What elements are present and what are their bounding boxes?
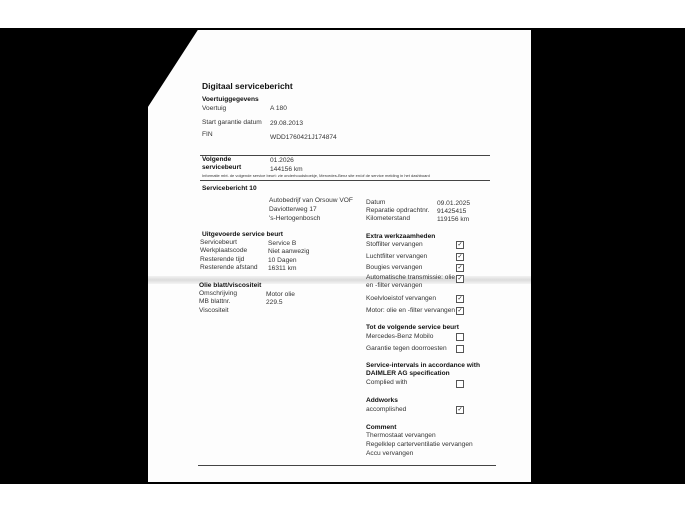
transmission-label-1: Automatische transmissie: olie (366, 274, 456, 281)
rust-warranty-checkbox[interactable] (456, 345, 464, 353)
mobilo-checkbox[interactable] (456, 333, 464, 341)
mileage-label: Kilometerstand (366, 215, 410, 222)
viscosity-label: Viscositeit (199, 307, 229, 314)
remaining-time-value: 10 Dagen (268, 257, 297, 264)
air-filter-label: Luchtfilter vervangen (366, 253, 428, 260)
remaining-distance-label: Resterende afstand (200, 264, 258, 271)
next-service-km: 144156 km (270, 166, 303, 173)
warranty-start-value: 29.08.2013 (270, 120, 304, 127)
next-service-label-2: servicebeurt (202, 164, 242, 171)
mileage-value: 119156 km (437, 216, 470, 223)
addworks-heading: Addworks (366, 397, 398, 404)
dealer-name: Autobedrijf van Orsouw VOF (269, 197, 353, 204)
service-value: Service B (268, 240, 297, 247)
service-label: Servicebeurt (200, 239, 238, 246)
divider (200, 180, 490, 181)
remaining-distance-value: 16311 km (268, 265, 297, 272)
accomplished-label: accomplished (366, 406, 407, 413)
workshop-code-value: Niet aanwezig (268, 248, 310, 255)
mobilo-label: Mercedes-Benz Mobilo (366, 333, 434, 340)
repair-order-value: 91425415 (437, 208, 467, 215)
next-service-label-1: Volgende (202, 156, 232, 163)
coolant-label: Koelvloeistof vervangen (366, 295, 437, 302)
oil-heading: Olie blatt/viscositeit (199, 282, 262, 289)
dealer-street: Daviotterweg 17 (269, 206, 317, 213)
remaining-time-label: Resterende tijd (200, 256, 245, 263)
complied-label: Complied with (366, 379, 408, 386)
complied-checkbox[interactable] (456, 380, 464, 388)
date-value: 09.01.2025 (437, 200, 471, 207)
vehicle-label: Voertuig (202, 105, 227, 112)
rust-warranty-label: Garantie tegen doorroesten (366, 345, 447, 352)
comment-heading: Comment (366, 424, 397, 431)
oil-description-label: Omschrijving (199, 290, 238, 297)
comment-line: Regelklep carterventilatie vervangen (366, 441, 473, 448)
intervals-heading-1: Service-intervals in accordance with (366, 362, 480, 369)
fin-label: FIN (202, 131, 213, 138)
workshop-code-label: Werkplaatscode (200, 247, 248, 254)
until-next-heading: Tot de volgende service beurt (366, 324, 459, 331)
engine-oil-label: Motor: olie en -filter vervangen (366, 307, 456, 314)
oil-description-value: Motor olie (266, 291, 295, 298)
transmission-checkbox[interactable]: ✓ (457, 276, 463, 282)
report-heading: Servicebericht 10 (202, 185, 257, 192)
accomplished-checkbox[interactable]: ✓ (457, 407, 463, 413)
divider (200, 155, 490, 156)
spark-plugs-label: Bougies vervangen (366, 264, 423, 271)
service-heading: Uitgevoerde service beurt (202, 231, 283, 238)
warranty-start-label: Start garantie datum (202, 119, 262, 126)
oil-sheet-value: 229.5 (266, 299, 283, 306)
repair-order-label: Reparatie opdrachtnr. (366, 207, 430, 214)
intervals-heading-2: DAIMLER AG specification (366, 370, 450, 377)
oil-sheet-label: MB blattnr. (199, 298, 231, 305)
transmission-label-2: en -filter vervangen (366, 282, 423, 289)
air-filter-checkbox[interactable]: ✓ (457, 254, 463, 260)
next-service-date: 01.2026 (270, 157, 294, 164)
coolant-checkbox[interactable]: ✓ (457, 296, 463, 302)
engine-oil-checkbox[interactable]: ✓ (457, 308, 463, 314)
fin-value: WDD1760421J174874 (270, 134, 337, 141)
next-service-note: Informatie mbt. de volgende service beurt: zie onderhoudsboekje, Mercedes-Benz site en/of de service melding in het dashboard (202, 173, 430, 178)
spark-plugs-checkbox[interactable]: ✓ (457, 265, 463, 271)
vehicle-heading: Voertuiggegevens (202, 96, 259, 103)
cabin-filter-checkbox[interactable]: ✓ (457, 242, 463, 248)
date-label: Datum (366, 199, 386, 206)
vehicle-value: A 180 (270, 105, 287, 112)
document-title: Digitaal servicebericht (202, 81, 293, 91)
comment-line: Thermostaat vervangen (366, 432, 436, 439)
extra-heading: Extra werkzaamheden (366, 233, 436, 240)
comment-line: Accu vervangen (366, 450, 414, 457)
cabin-filter-label: Stoffilter vervangen (366, 241, 423, 248)
dealer-city: 's-Hertogenbosch (269, 215, 321, 222)
bottom-divider (198, 465, 496, 466)
